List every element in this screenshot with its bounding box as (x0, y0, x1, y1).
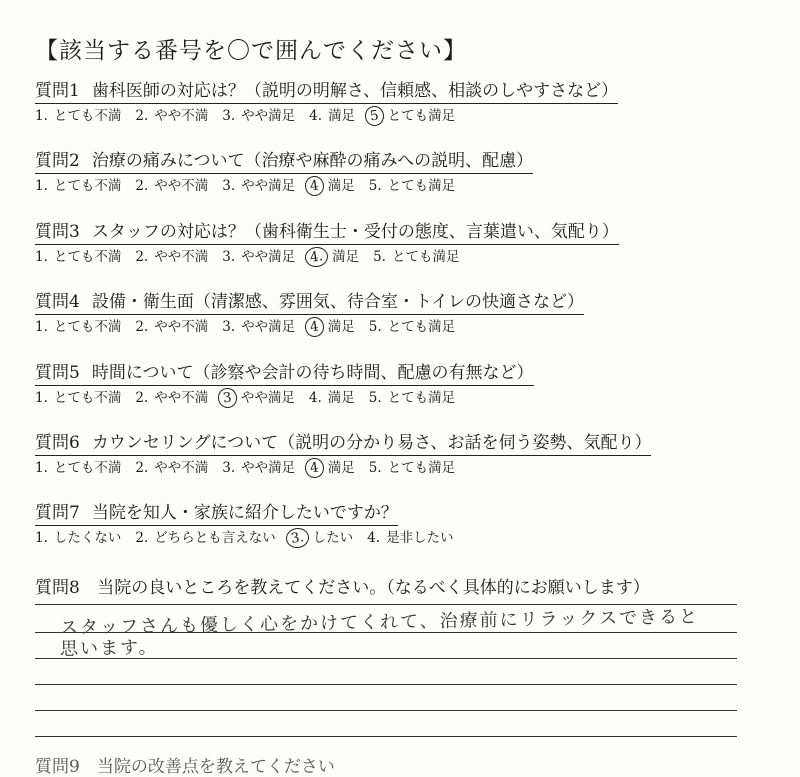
question-text: 時間について（診察や会計の待ち時間、配慮の有無など） (91, 363, 534, 383)
option-number: 2. (135, 390, 149, 406)
answer-option[interactable] (135, 459, 208, 477)
option-number: 1. (35, 460, 48, 476)
option-label: やや不満 (154, 108, 209, 124)
option-label: 満足 (327, 178, 355, 194)
answer-options (35, 529, 775, 547)
option-label: とても満足 (387, 178, 456, 194)
question-5 (35, 362, 775, 407)
answer-option[interactable] (369, 318, 455, 336)
answer-option[interactable] (135, 177, 208, 195)
question-8-text: 当院の良いところを教えてください。（なるべく具体的にお願いします） (97, 578, 650, 598)
answer-option-selected[interactable] (309, 177, 355, 195)
question-9-cutoff: 質問9 当院の改善点を教えてください (35, 757, 335, 777)
answer-options (35, 318, 775, 336)
option-number: 4. (367, 530, 381, 546)
question-text: 当院を知人・家族に紹介したいですか？ (91, 503, 398, 523)
option-label: とても不満 (53, 178, 122, 194)
question-text: 設備・衛生面（清潔感、雰囲気、待合室・トイレの快適さなど） (91, 292, 584, 312)
question-title (35, 221, 619, 245)
question-6 (35, 432, 775, 477)
option-number: 4. (309, 108, 323, 124)
option-number: 3. (222, 108, 236, 124)
circled-number: 4 (304, 175, 325, 197)
question-7 (35, 502, 775, 547)
answer-option[interactable] (135, 107, 208, 125)
option-number: 2. (135, 460, 149, 476)
option-label: やや満足 (241, 178, 296, 194)
option-label: やや満足 (241, 249, 296, 265)
answer-option-selected[interactable] (222, 389, 295, 407)
answer-options (35, 177, 775, 195)
question-number: 質問2 (35, 151, 80, 171)
option-label: やや満足 (241, 319, 296, 335)
option-number: 5. (368, 390, 382, 406)
circled-number: 4 (304, 457, 325, 479)
answer-options (35, 389, 775, 407)
answer-option[interactable] (135, 318, 208, 336)
answer-option[interactable] (135, 389, 208, 407)
option-label: とても満足 (387, 319, 456, 335)
option-number: 5. (368, 178, 382, 194)
option-label: とても不満 (53, 249, 122, 265)
option-label: したい (312, 530, 354, 546)
question-3 (35, 221, 775, 266)
answer-options (35, 459, 775, 477)
answer-option[interactable] (135, 529, 275, 547)
answer-option[interactable] (373, 248, 459, 266)
question-1 (35, 80, 775, 125)
option-number: 1. (35, 390, 48, 406)
answer-option-selected[interactable] (309, 248, 359, 266)
question-number: 質問6 (35, 433, 80, 453)
option-number: 2. (135, 108, 149, 124)
option-label: とても満足 (387, 460, 456, 476)
option-label: やや不満 (154, 390, 209, 406)
question-title (35, 362, 534, 386)
question-number: 質問4 (35, 292, 80, 312)
option-label: やや満足 (241, 460, 296, 476)
option-number: 1. (35, 178, 48, 194)
option-number: 1. (35, 319, 48, 335)
circled-number: 4 (304, 316, 325, 338)
option-number: 1. (35, 108, 48, 124)
circled-number: 3 (217, 387, 238, 409)
answer-option[interactable] (222, 318, 295, 336)
question-title (35, 291, 584, 315)
answer-options (35, 248, 775, 266)
option-label: 満足 (327, 390, 355, 406)
question-number: 質問5 (35, 363, 80, 383)
option-number: 2. (135, 530, 149, 546)
question-number: 質問7 (35, 503, 80, 523)
answer-option-selected[interactable] (369, 107, 455, 125)
option-number: 3. (222, 178, 236, 194)
option-number: 4. (308, 390, 322, 406)
option-label: とても満足 (387, 108, 456, 124)
option-label: やや満足 (240, 390, 295, 406)
answer-option[interactable] (222, 459, 295, 477)
option-number: 5. (368, 319, 382, 335)
option-label: とても不満 (53, 108, 122, 124)
answer-option[interactable] (35, 177, 121, 195)
option-number: 2. (135, 178, 149, 194)
option-number: 2. (135, 319, 149, 335)
answer-line (35, 710, 737, 711)
option-label: やや不満 (154, 249, 209, 265)
option-label: やや満足 (241, 108, 296, 124)
answer-option[interactable] (369, 459, 455, 477)
option-label: やや不満 (154, 319, 209, 335)
option-number: 5. (373, 249, 386, 265)
option-label: 満足 (327, 460, 355, 476)
answer-option[interactable] (367, 529, 453, 547)
answer-option[interactable] (369, 177, 455, 195)
option-label: 是非したい (386, 530, 454, 546)
option-label: とても満足 (391, 249, 460, 265)
option-label: やや不満 (154, 178, 209, 194)
answer-option-selected[interactable] (290, 529, 353, 547)
option-label: とても不満 (53, 460, 122, 476)
question-4 (35, 291, 775, 336)
answer-option[interactable] (222, 107, 295, 125)
question-text: 治療の痛みについて（治療や麻酔の痛みへの説明、配慮） (91, 151, 534, 171)
answer-option[interactable] (222, 177, 295, 195)
option-label: とても不満 (53, 319, 122, 335)
answer-option[interactable] (35, 318, 121, 336)
question-8 (35, 573, 650, 598)
answer-option[interactable] (222, 248, 295, 266)
question-8-number: 質問8 (35, 578, 80, 598)
circled-number: 5 (364, 105, 385, 127)
answer-option[interactable] (35, 248, 121, 266)
option-label: やや不満 (154, 460, 209, 476)
circled-number: 4. (304, 246, 329, 269)
page-header: 【該当する番号を〇で囲んでください】 (35, 38, 467, 64)
question-2 (35, 150, 775, 195)
answer-option[interactable] (135, 248, 208, 266)
answer-option[interactable] (309, 107, 355, 125)
circled-number: 3. (285, 527, 310, 550)
option-number: 2. (135, 249, 149, 265)
question-title (35, 150, 533, 174)
question-text: カウンセリングについて（説明の分かり易さ、お話を伺う姿勢、気配り） (91, 433, 652, 453)
option-label: とても不満 (53, 390, 122, 406)
answer-option[interactable] (35, 529, 121, 547)
option-label: 満足 (327, 319, 355, 335)
question-title (35, 432, 651, 456)
option-number: 5. (368, 460, 382, 476)
answer-option[interactable] (369, 389, 455, 407)
question-title (35, 80, 618, 104)
answer-options (35, 107, 775, 125)
answer-line (35, 736, 737, 737)
answer-option-selected[interactable] (309, 459, 355, 477)
option-number: 1. (35, 530, 48, 546)
option-label: したくない (53, 530, 122, 546)
question-text: スタッフの対応は？（歯科衛生士・受付の態度、言葉遣い、気配り） (91, 222, 619, 242)
option-number: 3. (222, 249, 236, 265)
handwritten-answer-line-2: 思います。 (59, 637, 159, 660)
question-number: 質問1 (35, 81, 80, 101)
answer-option[interactable] (35, 107, 121, 125)
question-text: 歯科医師の対応は？（説明の明解さ、信頼感、相談のしやすさなど） (91, 81, 619, 101)
option-label: どちらとも言えない (154, 530, 276, 546)
handwritten-answer-line-1: スタッフさんも優しく心をかけてくれて、治療前にリラックスできると (59, 606, 700, 639)
question-title (35, 502, 398, 526)
answer-option[interactable] (309, 389, 355, 407)
answer-line (35, 684, 737, 685)
option-number: 3. (222, 319, 236, 335)
option-number: 1. (35, 249, 48, 265)
option-label: 満足 (332, 249, 360, 265)
option-label: 満足 (328, 108, 356, 124)
answer-option-selected[interactable] (309, 318, 355, 336)
question-number: 質問3 (35, 222, 80, 242)
answer-option[interactable] (35, 459, 121, 477)
option-number: 3. (222, 460, 236, 476)
option-label: とても満足 (387, 390, 456, 406)
answer-option[interactable] (35, 389, 121, 407)
